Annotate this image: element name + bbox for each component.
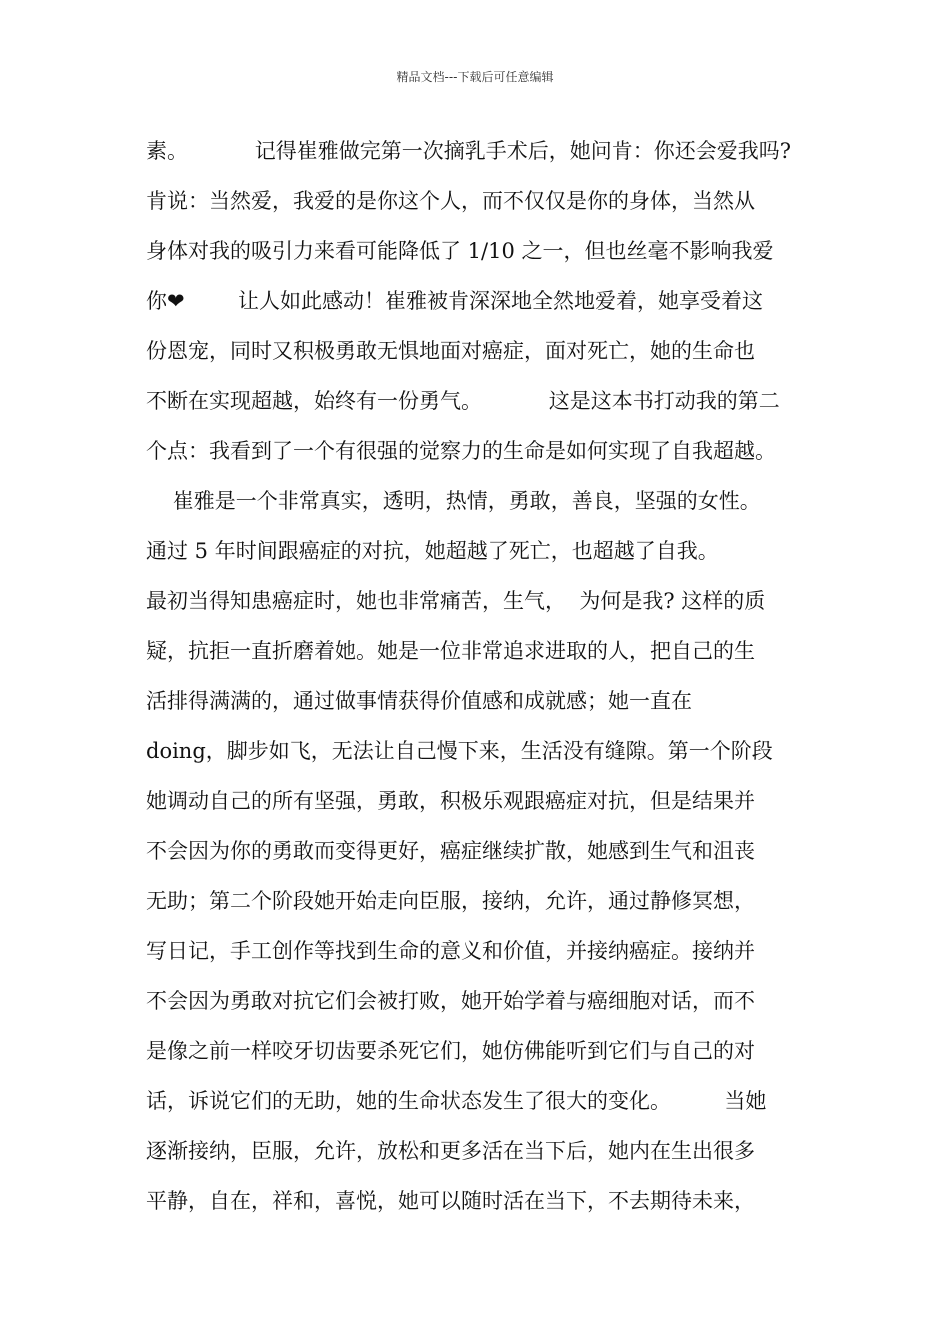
text-line: 活排得满满的，通过做事情获得价值感和成就感；她一直在 [146,689,692,713]
text-line: doing，脚步如飞，无法让自己慢下来，生活没有缝隙。第一个阶段 [146,739,773,763]
text-line: 肯说：当然爱，我爱的是你这个人，而不仅仅是你的身体，当然从 [146,189,755,213]
text-line: 平静，自在，祥和，喜悦，她可以随时活在当下，不去期待未来， [146,1189,755,1213]
text-line: 写日记，手工创作等找到生命的意义和价值，并接纳癌症。接纳并 [146,939,755,963]
text-line: 最初当得知患癌症时，她也非常痛苦，生气， 为何是我? 这样的质 [146,589,766,613]
text-line: 不断在实现超越，始终有一份勇气。 这是这本书打动我的第二 [146,389,780,413]
text-line: 素。 记得崔雅做完第一次摘乳手术后，她问肯：你还会爱我吗? [146,139,792,163]
text-line: 个点：我看到了一个有很强的觉察力的生命是如何实现了自我超越。 [146,439,776,463]
text-line: 不会因为勇敢对抗它们会被打败，她开始学着与癌细胞对话，而不 [146,989,755,1013]
text-line: 无助；第二个阶段她开始走向臣服，接纳，允许，通过静修冥想， [146,889,755,913]
text-line: 份恩宠，同时又积极勇敢无惧地面对癌症，面对死亡，她的生命也 [146,339,755,363]
text-line: 崔雅是一个非常真实，透明，热情，勇敢，善良，坚强的女性。 [146,489,761,513]
text-line: 逐渐接纳，臣服，允许，放松和更多活在当下后，她内在生出很多 [146,1139,755,1163]
text-line: 她调动自己的所有坚强，勇敢，积极乐观跟癌症对抗，但是结果并 [146,789,755,813]
text-line: 通过 5 年时间跟癌症的对抗，她超越了死亡，也超越了自我。 [146,539,719,563]
text-line: 是像之前一样咬牙切齿要杀死它们，她仿佛能听到它们与自己的对 [146,1039,755,1063]
page-header: 精品文档---下载后可任意编辑 [396,70,554,84]
text-line: 不会因为你的勇敢而变得更好，癌症继续扩散，她感到生气和沮丧 [146,839,755,863]
text-line: 你❤ 让人如此感动！崔雅被肯深深地全然地爱着，她享受着这 [146,289,763,313]
text-line: 话，诉说它们的无助，她的生命状态发生了很大的变化。 当她 [146,1089,767,1113]
text-line: 疑，抗拒一直折磨着她。她是一位非常追求进取的人，把自己的生 [146,639,755,663]
text-line: 身体对我的吸引力来看可能降低了 1/10 之一，但也丝毫不影响我爱 [146,239,774,263]
